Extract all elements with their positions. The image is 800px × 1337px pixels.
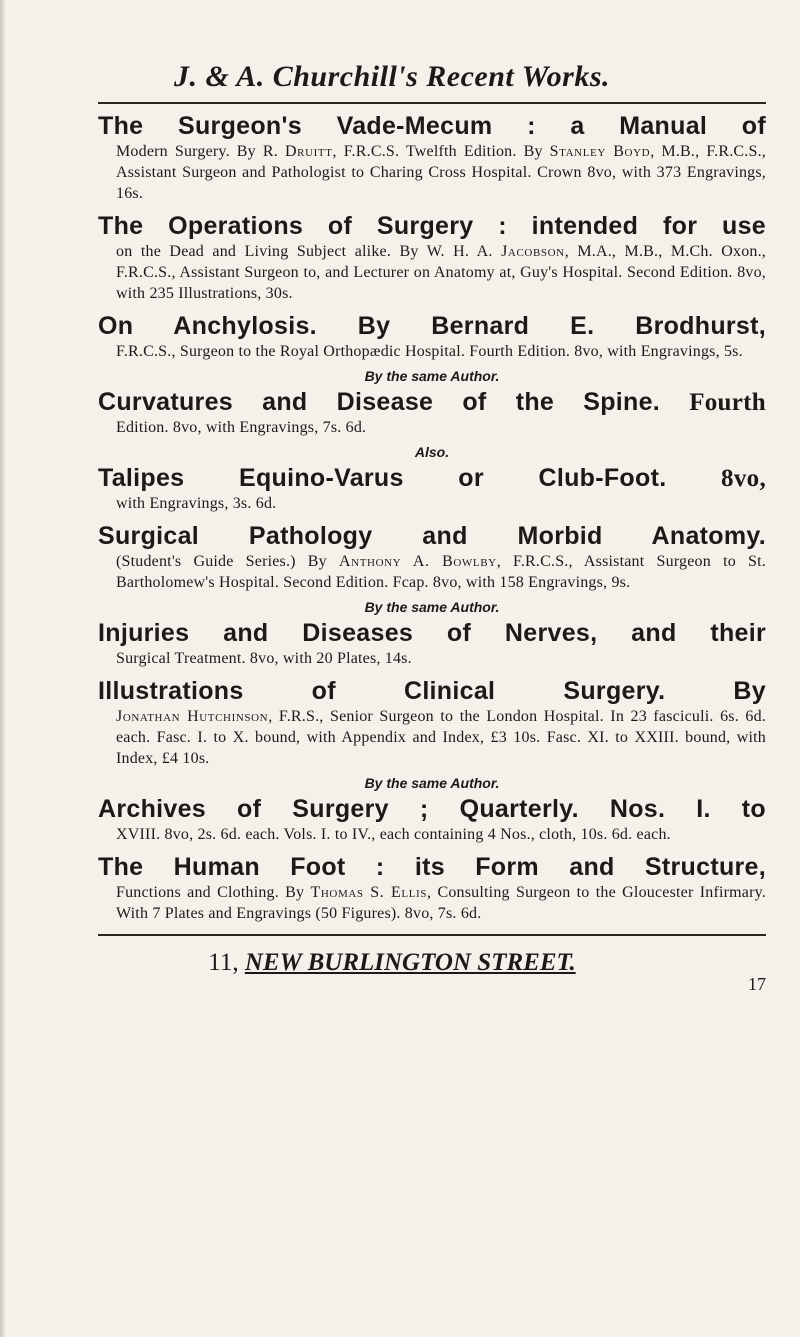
page-number: 17 bbox=[748, 974, 766, 994]
entry-title: Illustrations of Clinical Surgery. By bbox=[98, 677, 766, 705]
entry-description: with Engravings, 3s. 6d. bbox=[116, 495, 277, 512]
entry-description: Surgical Treatment. 8vo, with 20 Plates, 14s. bbox=[116, 650, 412, 667]
same-author-note: By the same Author. bbox=[364, 775, 500, 791]
entry-anchylosis bbox=[98, 312, 766, 362]
entry-talipes bbox=[98, 464, 766, 514]
entry-curvatures-spine bbox=[98, 388, 766, 438]
entry-clinical-surgery bbox=[98, 677, 766, 769]
same-author-note: By the same Author. bbox=[364, 368, 500, 384]
entry-title: Surgical Pathology and Morbid Anatomy. bbox=[98, 522, 766, 550]
entry-description: Jonathan Hutchinson, F.R.S., Senior Surgeon to the London Hospital. In 23 fasciculi. 6s. 6d. each. Fasc. I. to X. bound, with Appendix and Index, £3 10s. Fasc. XI. to XXIII. bound, with Index, £4 10s. bbox=[116, 708, 766, 767]
entry-description: F.R.C.S., Surgeon to the Royal Orthopædic Hospital. Fourth Edition. 8vo, with Engravings, 5s. bbox=[116, 343, 743, 360]
author-name: Jonathan Hutchinson bbox=[116, 708, 269, 725]
author-name: Anthony A. Bowlby bbox=[339, 553, 497, 570]
entry-description: XVIII. 8vo, 2s. 6d. each. Vols. I. to IV., each containing 4 Nos., cloth, 10s. 6d. each. bbox=[116, 826, 671, 843]
page-header: J. & A. Churchill's Recent Works. bbox=[173, 60, 611, 93]
author-name: Thomas S. Ellis bbox=[310, 884, 428, 901]
catalogue-page bbox=[98, 58, 766, 995]
entry-surgical-pathology bbox=[98, 522, 766, 593]
entry-description: Functions and Clothing. By Thomas S. Ellis, Consulting Surgeon to the Gloucester Infirmary. With 7 Plates and Engravings (50 Figures). 8vo, 7s. 6d. bbox=[116, 884, 766, 922]
author-name: Stanley Boyd bbox=[549, 143, 651, 160]
entry-title: Injuries and Diseases of Nerves, and their bbox=[98, 619, 766, 647]
header-rule bbox=[98, 102, 766, 104]
street-number: 11, bbox=[208, 949, 239, 976]
entry-description: Edition. 8vo, with Engravings, 7s. 6d. bbox=[116, 419, 367, 436]
entry-title: Archives of Surgery ; Quarterly. Nos. I. to bbox=[98, 795, 766, 823]
entry-title: The Human Foot : its Form and Structure, bbox=[98, 853, 766, 881]
entry-title: On Anchylosis. By Bernard E. Brodhurst, bbox=[98, 312, 766, 340]
entry-operations-of-surgery bbox=[98, 212, 766, 304]
entry-title: Curvatures and Disease of the Spine. Fourth bbox=[98, 388, 766, 416]
entry-description: (Student's Guide Series.) By Anthony A. Bowlby, F.R.C.S., Assistant Surgeon to St. Bartholomew's Hospital. Second Edition. Fcap. 8vo, with 158 Engravings, 9s. bbox=[116, 553, 766, 591]
street-name: NEW BURLINGTON STREET. bbox=[244, 949, 576, 976]
entry-title: Talipes Equino-Varus or Club-Foot. 8vo, bbox=[98, 464, 766, 492]
author-name: Jacobson bbox=[501, 243, 565, 260]
entry-human-foot bbox=[98, 853, 766, 924]
footer-rule bbox=[98, 934, 766, 936]
same-author-note: By the same Author. bbox=[364, 599, 500, 615]
entry-injuries-nerves bbox=[98, 619, 766, 669]
entry-description: Modern Surgery. By R. Druitt, F.R.C.S. Twelfth Edition. By Stanley Boyd, M.B., F.R.C.S., Assistant Surgeon and Pathologist to Charing Cross Hospital. Crown 8vo, with 373 Engravings, 16s. bbox=[116, 143, 766, 202]
entry-description: on the Dead and Living Subject alike. By W. H. A. Jacobson, M.A., M.B., M.Ch. Oxon., F.R.C.S., Assistant Surgeon to, and Lecturer on Anatomy at, Guy's Hospital. Second Edition. 8vo, with 235 Illustrations, 30s. bbox=[116, 243, 766, 302]
entry-archives-surgery bbox=[98, 795, 766, 845]
entry-title: The Operations of Surgery : intended for use bbox=[98, 212, 766, 240]
also-note: Also. bbox=[414, 444, 450, 460]
author-name: Druitt bbox=[284, 143, 333, 160]
entry-list bbox=[98, 112, 766, 924]
entry-title: The Surgeon's Vade-Mecum : a Manual of bbox=[98, 112, 766, 140]
book-spine-shadow bbox=[0, 0, 6, 1337]
entry-surgeons-vade-mecum bbox=[98, 112, 766, 204]
